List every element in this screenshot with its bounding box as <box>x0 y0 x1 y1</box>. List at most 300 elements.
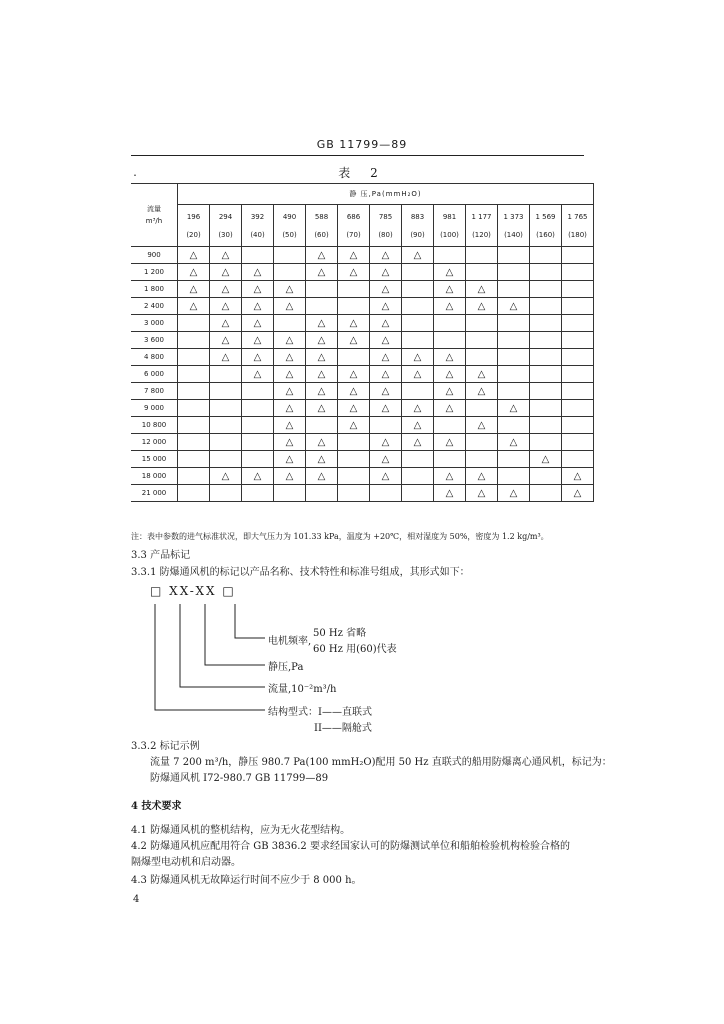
table-row <box>131 315 594 332</box>
applicable-mark <box>210 332 242 349</box>
para-3-3-1: 3.3.1 防爆通风机的标记以产品名称、技术特性和标准号组成，其形式如下： <box>131 567 470 578</box>
applicable-mark <box>370 434 402 451</box>
empty-cell <box>402 332 434 349</box>
applicable-mark <box>434 298 466 315</box>
pressure-header-cell <box>434 205 466 247</box>
empty-cell <box>498 315 530 332</box>
applicable-mark <box>306 366 338 383</box>
applicable-mark <box>370 383 402 400</box>
triangle-mark: △ <box>509 436 518 448</box>
empty-cell <box>402 485 434 502</box>
applicable-mark <box>434 383 466 400</box>
empty-cell <box>530 298 562 315</box>
applicable-mark <box>338 332 370 349</box>
empty-cell <box>530 264 562 281</box>
applicable-mark <box>274 417 306 434</box>
applicable-mark <box>434 468 466 485</box>
pressure-header-cell <box>178 205 210 247</box>
applicable-mark <box>370 332 402 349</box>
applicable-mark <box>338 417 370 434</box>
table-row <box>131 298 594 315</box>
empty-cell <box>242 434 274 451</box>
empty-cell <box>434 247 466 264</box>
freq-option-60hz: 60 Hz 用(60)代表 <box>313 644 397 655</box>
triangle-mark: △ <box>381 334 390 346</box>
applicable-mark <box>370 349 402 366</box>
applicable-mark <box>274 400 306 417</box>
section-4-heading: 4 技术要求 <box>131 801 182 812</box>
applicable-mark <box>242 264 274 281</box>
empty-cell <box>434 332 466 349</box>
applicable-mark <box>274 332 306 349</box>
empty-cell <box>210 434 242 451</box>
empty-cell <box>402 298 434 315</box>
applicable-mark <box>434 264 466 281</box>
triangle-mark: △ <box>253 300 262 312</box>
empty-cell <box>434 451 466 468</box>
triangle-mark: △ <box>349 419 358 431</box>
pressure-pa: 785 <box>378 212 393 221</box>
empty-cell <box>562 281 594 298</box>
empty-cell <box>466 315 498 332</box>
applicable-mark <box>242 366 274 383</box>
empty-cell <box>562 264 594 281</box>
applicable-mark <box>306 315 338 332</box>
flow-cell: 18 000 <box>131 468 178 485</box>
applicable-mark <box>466 468 498 485</box>
applicable-mark <box>498 298 530 315</box>
pressure-mmh2o: (20) <box>186 230 201 239</box>
empty-cell <box>466 247 498 264</box>
empty-cell <box>178 434 210 451</box>
table-row <box>131 417 594 434</box>
pressure-pa: 1 765 <box>567 212 588 221</box>
triangle-mark: △ <box>509 300 518 312</box>
pressure-header-cell <box>338 205 370 247</box>
applicable-mark <box>306 468 338 485</box>
para-3-3-2: 3.3.2 标记示例 <box>131 741 200 752</box>
triangle-mark: △ <box>381 453 390 465</box>
triangle-mark: △ <box>381 385 390 397</box>
empty-cell <box>530 332 562 349</box>
triangle-mark: △ <box>413 351 422 363</box>
page-number: 4 <box>133 894 140 905</box>
table-row <box>131 383 594 400</box>
pressure-pa: 294 <box>218 212 233 221</box>
empty-cell <box>178 451 210 468</box>
flow-header-unit: m³/h <box>145 217 163 225</box>
triangle-mark: △ <box>509 487 518 499</box>
applicable-mark <box>306 383 338 400</box>
applicable-mark <box>242 349 274 366</box>
applicable-mark <box>242 281 274 298</box>
applicable-mark <box>274 366 306 383</box>
flow-cell: 10 800 <box>131 417 178 434</box>
triangle-mark: △ <box>445 385 454 397</box>
empty-cell <box>210 417 242 434</box>
empty-cell <box>530 468 562 485</box>
applicable-mark <box>466 366 498 383</box>
triangle-mark: △ <box>317 453 326 465</box>
empty-cell <box>242 383 274 400</box>
triangle-mark: △ <box>253 351 262 363</box>
applicable-mark <box>466 485 498 502</box>
applicable-mark <box>274 298 306 315</box>
empty-cell <box>178 315 210 332</box>
applicable-mark <box>466 417 498 434</box>
triangle-mark: △ <box>189 300 198 312</box>
triangle-mark: △ <box>317 436 326 448</box>
empty-cell <box>402 451 434 468</box>
table-row <box>131 247 594 264</box>
empty-cell <box>530 315 562 332</box>
empty-cell <box>530 247 562 264</box>
pressure-mmh2o: (30) <box>218 230 233 239</box>
empty-cell <box>402 281 434 298</box>
pressure-label: 静压,Pa <box>268 662 304 673</box>
applicable-mark <box>370 264 402 281</box>
table-row <box>131 332 594 349</box>
empty-cell <box>274 247 306 264</box>
structure-label: 结构型式：I——直联式 <box>268 707 372 718</box>
empty-cell <box>562 383 594 400</box>
pressure-pa: 1 177 <box>471 212 492 221</box>
empty-cell <box>562 366 594 383</box>
empty-cell <box>530 400 562 417</box>
pressure-pa: 981 <box>442 212 457 221</box>
pressure-header-cell <box>210 205 242 247</box>
flow-cell: 7 800 <box>131 383 178 400</box>
table-row <box>131 451 594 468</box>
triangle-mark: △ <box>253 317 262 329</box>
applicable-mark <box>466 383 498 400</box>
applicable-mark <box>210 264 242 281</box>
empty-cell <box>530 366 562 383</box>
table-row <box>131 281 594 298</box>
triangle-mark: △ <box>445 368 454 380</box>
triangle-mark: △ <box>477 419 486 431</box>
empty-cell <box>466 434 498 451</box>
empty-cell <box>178 417 210 434</box>
applicable-mark <box>210 315 242 332</box>
applicable-mark <box>434 281 466 298</box>
triangle-mark: △ <box>445 266 454 278</box>
flow-cell: 3 000 <box>131 315 178 332</box>
fan-parameter-table <box>131 183 594 502</box>
applicable-mark <box>178 264 210 281</box>
applicable-mark <box>242 315 274 332</box>
para-4-3: 4.3 防爆通风机无故障运行时间不应少于 8 000 h。 <box>131 875 362 886</box>
applicable-mark <box>338 315 370 332</box>
triangle-mark: △ <box>477 385 486 397</box>
applicable-mark <box>242 332 274 349</box>
applicable-mark <box>338 366 370 383</box>
empty-cell <box>178 349 210 366</box>
triangle-mark: △ <box>285 402 294 414</box>
pressure-pa: 686 <box>346 212 361 221</box>
pressure-header-cell <box>274 205 306 247</box>
triangle-mark: △ <box>317 334 326 346</box>
triangle-mark: △ <box>317 351 326 363</box>
applicable-mark <box>370 298 402 315</box>
empty-cell <box>242 400 274 417</box>
applicable-mark <box>306 247 338 264</box>
marking-leader-lines <box>150 580 610 740</box>
triangle-mark: △ <box>349 402 358 414</box>
empty-cell <box>178 332 210 349</box>
empty-cell <box>498 417 530 434</box>
empty-cell <box>562 434 594 451</box>
freq-option-50hz: 50 Hz 省略 <box>313 628 367 639</box>
empty-cell <box>498 264 530 281</box>
applicable-mark <box>466 281 498 298</box>
empty-cell <box>498 281 530 298</box>
triangle-mark: △ <box>573 487 582 499</box>
triangle-mark: △ <box>413 368 422 380</box>
applicable-mark <box>370 281 402 298</box>
triangle-mark: △ <box>349 334 358 346</box>
triangle-mark: △ <box>349 385 358 397</box>
triangle-mark: △ <box>477 368 486 380</box>
triangle-mark: △ <box>317 317 326 329</box>
applicable-mark <box>306 332 338 349</box>
empty-cell <box>466 264 498 281</box>
triangle-mark: △ <box>573 470 582 482</box>
flow-cell: 21 000 <box>131 485 178 502</box>
pressure-header-cell <box>242 205 274 247</box>
triangle-mark: △ <box>445 470 454 482</box>
applicable-mark <box>402 400 434 417</box>
applicable-mark <box>338 383 370 400</box>
triangle-mark: △ <box>349 266 358 278</box>
empty-cell <box>498 349 530 366</box>
applicable-mark <box>274 434 306 451</box>
triangle-mark: △ <box>381 249 390 261</box>
triangle-mark: △ <box>317 368 326 380</box>
applicable-mark <box>274 383 306 400</box>
applicable-mark <box>178 281 210 298</box>
applicable-mark <box>306 434 338 451</box>
pressure-header-cell <box>466 205 498 247</box>
triangle-mark: △ <box>349 249 358 261</box>
empty-cell <box>274 264 306 281</box>
applicable-mark <box>466 298 498 315</box>
triangle-mark: △ <box>413 402 422 414</box>
empty-cell <box>434 315 466 332</box>
triangle-mark: △ <box>189 283 198 295</box>
structure-option-2: II——隔舱式 <box>314 723 372 734</box>
triangle-mark: △ <box>285 436 294 448</box>
flow-cell: 900 <box>131 247 178 264</box>
triangle-mark: △ <box>349 317 358 329</box>
triangle-mark: △ <box>317 470 326 482</box>
empty-cell <box>338 349 370 366</box>
empty-cell <box>178 485 210 502</box>
applicable-mark <box>178 247 210 264</box>
applicable-mark <box>210 298 242 315</box>
empty-cell <box>210 366 242 383</box>
applicable-mark <box>434 400 466 417</box>
applicable-mark <box>178 298 210 315</box>
flow-label: 流量,10⁻²m³/h <box>268 684 337 695</box>
empty-cell <box>306 298 338 315</box>
triangle-mark: △ <box>253 368 262 380</box>
empty-cell <box>242 485 274 502</box>
empty-cell <box>274 315 306 332</box>
applicable-mark <box>370 451 402 468</box>
triangle-mark: △ <box>221 317 230 329</box>
triangle-mark: △ <box>221 470 230 482</box>
triangle-mark: △ <box>445 436 454 448</box>
triangle-mark: △ <box>381 266 390 278</box>
triangle-mark: △ <box>413 249 422 261</box>
applicable-mark <box>210 281 242 298</box>
pressure-header-cell <box>498 205 530 247</box>
empty-cell <box>562 298 594 315</box>
empty-cell <box>178 383 210 400</box>
triangle-mark: △ <box>381 283 390 295</box>
empty-cell <box>338 298 370 315</box>
applicable-mark <box>370 468 402 485</box>
pressure-mmh2o: (120) <box>472 230 491 239</box>
pressure-mmh2o: (180) <box>568 230 587 239</box>
empty-cell <box>306 417 338 434</box>
freq-label: 电机频率, <box>268 636 312 647</box>
empty-cell <box>530 434 562 451</box>
table-caption: 表 2 <box>338 166 386 180</box>
applicable-mark <box>274 281 306 298</box>
empty-cell <box>242 451 274 468</box>
applicable-mark <box>402 349 434 366</box>
applicable-mark <box>402 366 434 383</box>
applicable-mark <box>274 349 306 366</box>
empty-cell <box>402 383 434 400</box>
flow-cell: 12 000 <box>131 434 178 451</box>
pressure-header-cell <box>562 205 594 247</box>
table-row <box>131 468 594 485</box>
applicable-mark <box>370 315 402 332</box>
applicable-mark <box>338 264 370 281</box>
triangle-mark: △ <box>541 453 550 465</box>
applicable-mark <box>306 349 338 366</box>
applicable-mark <box>210 247 242 264</box>
empty-cell <box>562 247 594 264</box>
applicable-mark <box>338 247 370 264</box>
empty-cell <box>466 349 498 366</box>
applicable-mark <box>242 298 274 315</box>
empty-cell <box>370 417 402 434</box>
triangle-mark: △ <box>477 470 486 482</box>
empty-cell <box>402 468 434 485</box>
empty-cell <box>562 400 594 417</box>
empty-cell <box>338 468 370 485</box>
triangle-mark: △ <box>445 487 454 499</box>
example-marking: 防爆通风机 I72-980.7 GB 11799—89 <box>150 773 329 784</box>
triangle-mark: △ <box>445 402 454 414</box>
empty-cell <box>466 400 498 417</box>
applicable-mark <box>402 247 434 264</box>
applicable-mark <box>562 485 594 502</box>
empty-cell <box>466 451 498 468</box>
triangle-mark: △ <box>285 283 294 295</box>
triangle-mark: △ <box>509 402 518 414</box>
pressure-pa: 883 <box>410 212 425 221</box>
triangle-mark: △ <box>221 334 230 346</box>
example-text: 流量 7 200 m³/h，静压 980.7 Pa(100 mmH₂O)配用 50 Hz 直联式的船用防爆离心通风机，标记为： <box>150 757 612 768</box>
standard-header: GB 11799—89 <box>316 138 408 151</box>
empty-cell <box>530 349 562 366</box>
table-row <box>131 349 594 366</box>
applicable-mark <box>434 349 466 366</box>
triangle-mark: △ <box>317 402 326 414</box>
triangle-mark: △ <box>381 436 390 448</box>
pressure-pa: 1 569 <box>535 212 556 221</box>
triangle-mark: △ <box>381 317 390 329</box>
applicable-mark <box>306 400 338 417</box>
triangle-mark: △ <box>285 368 294 380</box>
triangle-mark: △ <box>413 436 422 448</box>
applicable-mark <box>370 366 402 383</box>
triangle-mark: △ <box>445 351 454 363</box>
empty-cell <box>370 485 402 502</box>
pressure-mmh2o: (70) <box>346 230 361 239</box>
empty-cell <box>530 281 562 298</box>
empty-cell <box>178 468 210 485</box>
pressure-header-cell <box>306 205 338 247</box>
pressure-mmh2o: (160) <box>536 230 555 239</box>
triangle-mark: △ <box>253 283 262 295</box>
table-row <box>131 434 594 451</box>
empty-cell <box>498 332 530 349</box>
triangle-mark: △ <box>445 300 454 312</box>
applicable-mark <box>210 468 242 485</box>
triangle-mark: △ <box>477 300 486 312</box>
applicable-mark <box>530 451 562 468</box>
empty-cell <box>498 366 530 383</box>
applicable-mark <box>434 366 466 383</box>
para-4-1: 4.1 防爆通风机的整机结构，应为无火花型结构。 <box>131 825 351 836</box>
pressure-mmh2o: (60) <box>314 230 329 239</box>
pressure-group-header: 静 压,Pa(mmH₂O) <box>178 184 594 205</box>
applicable-mark <box>210 349 242 366</box>
triangle-mark: △ <box>253 266 262 278</box>
empty-cell <box>210 400 242 417</box>
pressure-mmh2o: (50) <box>282 230 297 239</box>
marking-format: □ XX-XX □ <box>150 584 236 598</box>
table-row <box>131 485 594 502</box>
empty-cell <box>562 315 594 332</box>
triangle-mark: △ <box>413 419 422 431</box>
empty-cell <box>530 383 562 400</box>
triangle-mark: △ <box>189 266 198 278</box>
triangle-mark: △ <box>285 334 294 346</box>
flow-cell: 9 000 <box>131 400 178 417</box>
triangle-mark: △ <box>221 300 230 312</box>
triangle-mark: △ <box>317 249 326 261</box>
triangle-mark: △ <box>285 470 294 482</box>
table-row <box>131 264 594 281</box>
pressure-pa: 196 <box>186 212 201 221</box>
flow-cell: 2 400 <box>131 298 178 315</box>
triangle-mark: △ <box>381 368 390 380</box>
empty-cell <box>530 485 562 502</box>
applicable-mark <box>402 417 434 434</box>
marking-format-diagram <box>150 580 610 740</box>
triangle-mark: △ <box>317 266 326 278</box>
applicable-mark <box>306 451 338 468</box>
flow-cell: 1 200 <box>131 264 178 281</box>
applicable-mark <box>562 468 594 485</box>
